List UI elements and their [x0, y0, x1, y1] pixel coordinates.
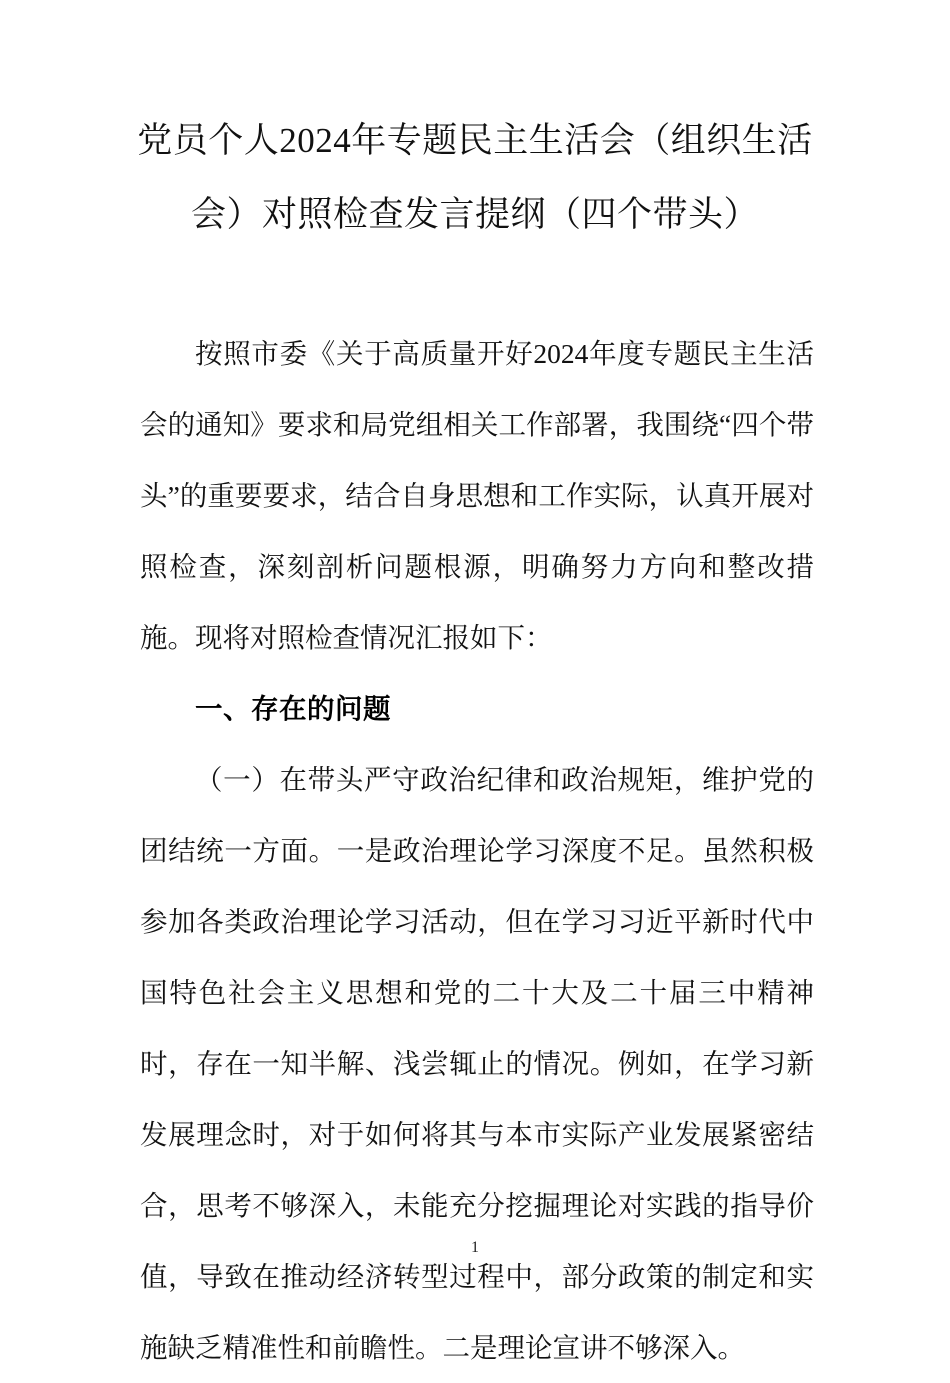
paragraph-intro: 按照市委《关于高质量开好2024年度专题民主生活会的通知》要求和局党组相关工作部署，我围绕“四个带头”的重要要求，结合自身思想和工作实际，认真开展对照检查，深刻剖析问题根源，明确努力方向和整改措施。现将对照检查情况汇报如下： [140, 338, 814, 653]
document-title: 党员个人2024年专题民主生活会（组织生活会）对照检查发言提纲（四个带头） [137, 121, 813, 234]
paragraph-section-1-item-1: （一）在带头严守政治纪律和政治规矩，维护党的团结统一方面。一是政治理论学习深度不足。虽然积极参加各类政治理论学习活动，但在学习习近平新时代中国特色社会主义思想和党的二十大及二十届三中精神时，存在一知半解、浅尝辄止的情况。例如，在学习新发展理念时，对于如何将其与本市实际产业发展紧密结合，思考不够深入，未能充分挖掘理论对实践的指导价值，导致在推动经济转型过程中，部分政策的制定和实施缺乏精准性和前瞻性。二是理论宣讲不够深入。 [140, 764, 814, 1363]
section-heading-existing-problems: 一、存在的问题 [195, 693, 391, 724]
document-body [140, 318, 814, 1383]
page-number: 1 [471, 1239, 479, 1256]
